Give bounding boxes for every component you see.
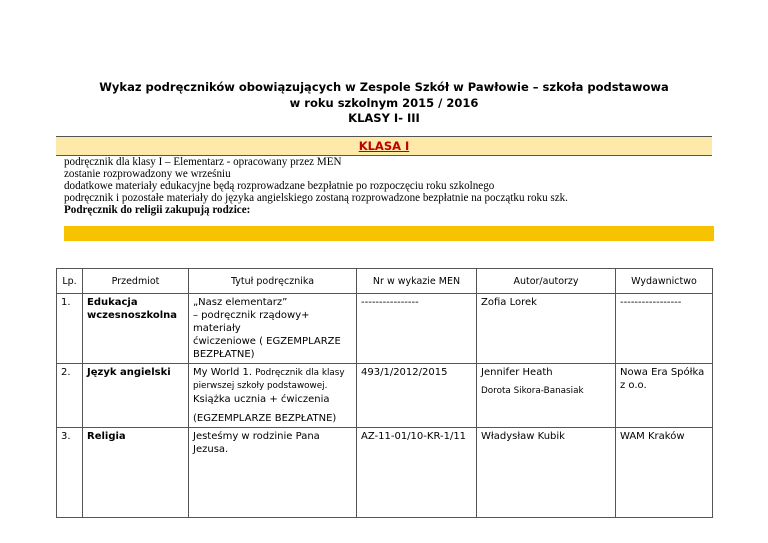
note-line: dodatkowe materiały edukacyjne będą rozprowadzane bezpłatnie po rozpoczęciu roku szkolnego — [64, 179, 495, 192]
cell-publisher: ----------------- — [616, 294, 713, 364]
title-line: ćwiczeniowe ( EGZEMPLARZE — [193, 336, 341, 347]
cell-title — [189, 294, 357, 364]
cell-subject: Język angielski — [83, 364, 189, 428]
author-line: Jennifer Heath — [481, 367, 553, 378]
title-small: pierwszej szkoły podstawowej. — [193, 381, 328, 391]
cell-lp: 3. — [57, 428, 83, 518]
table-row — [57, 428, 713, 518]
cell-publisher — [616, 364, 713, 428]
table-row — [57, 364, 713, 428]
col-header-author: Autor/autorzy — [477, 269, 616, 294]
note-line: podręcznik dla klasy I – Elementarz - opracowany przez MEN — [64, 156, 342, 168]
col-header-subject: Przedmiot — [83, 269, 189, 294]
cell-title — [189, 364, 357, 428]
header-classes: KLASY I- III — [348, 111, 420, 125]
publisher-line: z o.o. — [620, 380, 647, 391]
notes-block — [64, 157, 714, 217]
document-header — [0, 80, 768, 127]
title-line: Książka ucznia + ćwiczenia — [193, 394, 330, 405]
cell-title: Jesteśmy w rodzinie Pana Jezusa. — [189, 428, 357, 518]
note-line: zostanie rozprowadzony we wrześniu — [64, 167, 231, 180]
header-title: Wykaz podręczników obowiązujących w Zespole Szkół w Pawłowie – szkoła podstawowa — [99, 80, 669, 94]
author-line: Dorota Sikora-Banasiak — [481, 386, 584, 396]
klasa-label: KLASA I — [358, 139, 410, 153]
cell-men-number: ---------------- — [357, 294, 477, 364]
col-header-publisher: Wydawnictwo — [616, 269, 713, 294]
cell-men-number: 493/1/2012/2015 — [357, 364, 477, 428]
title-small: Podręcznik dla klasy — [255, 368, 345, 378]
cell-publisher: WAM Kraków — [616, 428, 713, 518]
cell-author: Władysław Kubik — [477, 428, 616, 518]
title-line: (EGZEMPLARZE BEZPŁATNE) — [193, 413, 337, 424]
textbook-table — [56, 268, 713, 518]
cell-subject: Religia — [83, 428, 189, 518]
title-line — [193, 366, 352, 380]
cell-subject — [83, 294, 189, 364]
title-line: BEZPŁATNE) — [193, 349, 255, 360]
col-header-title: Tytuł podręcznika — [189, 269, 357, 294]
note-line: podręcznik i pozostałe materiały do języka angielskiego zostaną rozprowadzone bezpłatnie na początku roku szk. — [64, 191, 568, 204]
klasa-banner — [56, 136, 712, 156]
note-religion: Podręcznik do religii zakupują rodzice: — [64, 203, 251, 216]
col-header-men-number: Nr w wykazie MEN — [357, 269, 477, 294]
table-row — [57, 294, 713, 364]
title-main: My World 1. — [193, 367, 256, 378]
table-header-row — [57, 269, 713, 294]
subject-line: wczesnoszkolna — [87, 310, 178, 321]
cell-author: Zofia Lorek — [477, 294, 616, 364]
publisher-line: Nowa Era Spółka — [620, 367, 705, 378]
title-line: „Nasz elementarz” — [193, 297, 288, 308]
cell-author — [477, 364, 616, 428]
cell-lp: 1. — [57, 294, 83, 364]
highlight-bar — [64, 226, 714, 241]
subject-line: Edukacja — [87, 297, 138, 308]
cell-lp: 2. — [57, 364, 83, 428]
title-line: – podręcznik rządowy+ materiały — [193, 310, 310, 334]
cell-men-number: AZ-11-01/10-KR-1/11 — [357, 428, 477, 518]
header-school-year: w roku szkolnym 2015 / 2016 — [289, 95, 479, 110]
col-header-lp: Lp. — [57, 269, 83, 294]
